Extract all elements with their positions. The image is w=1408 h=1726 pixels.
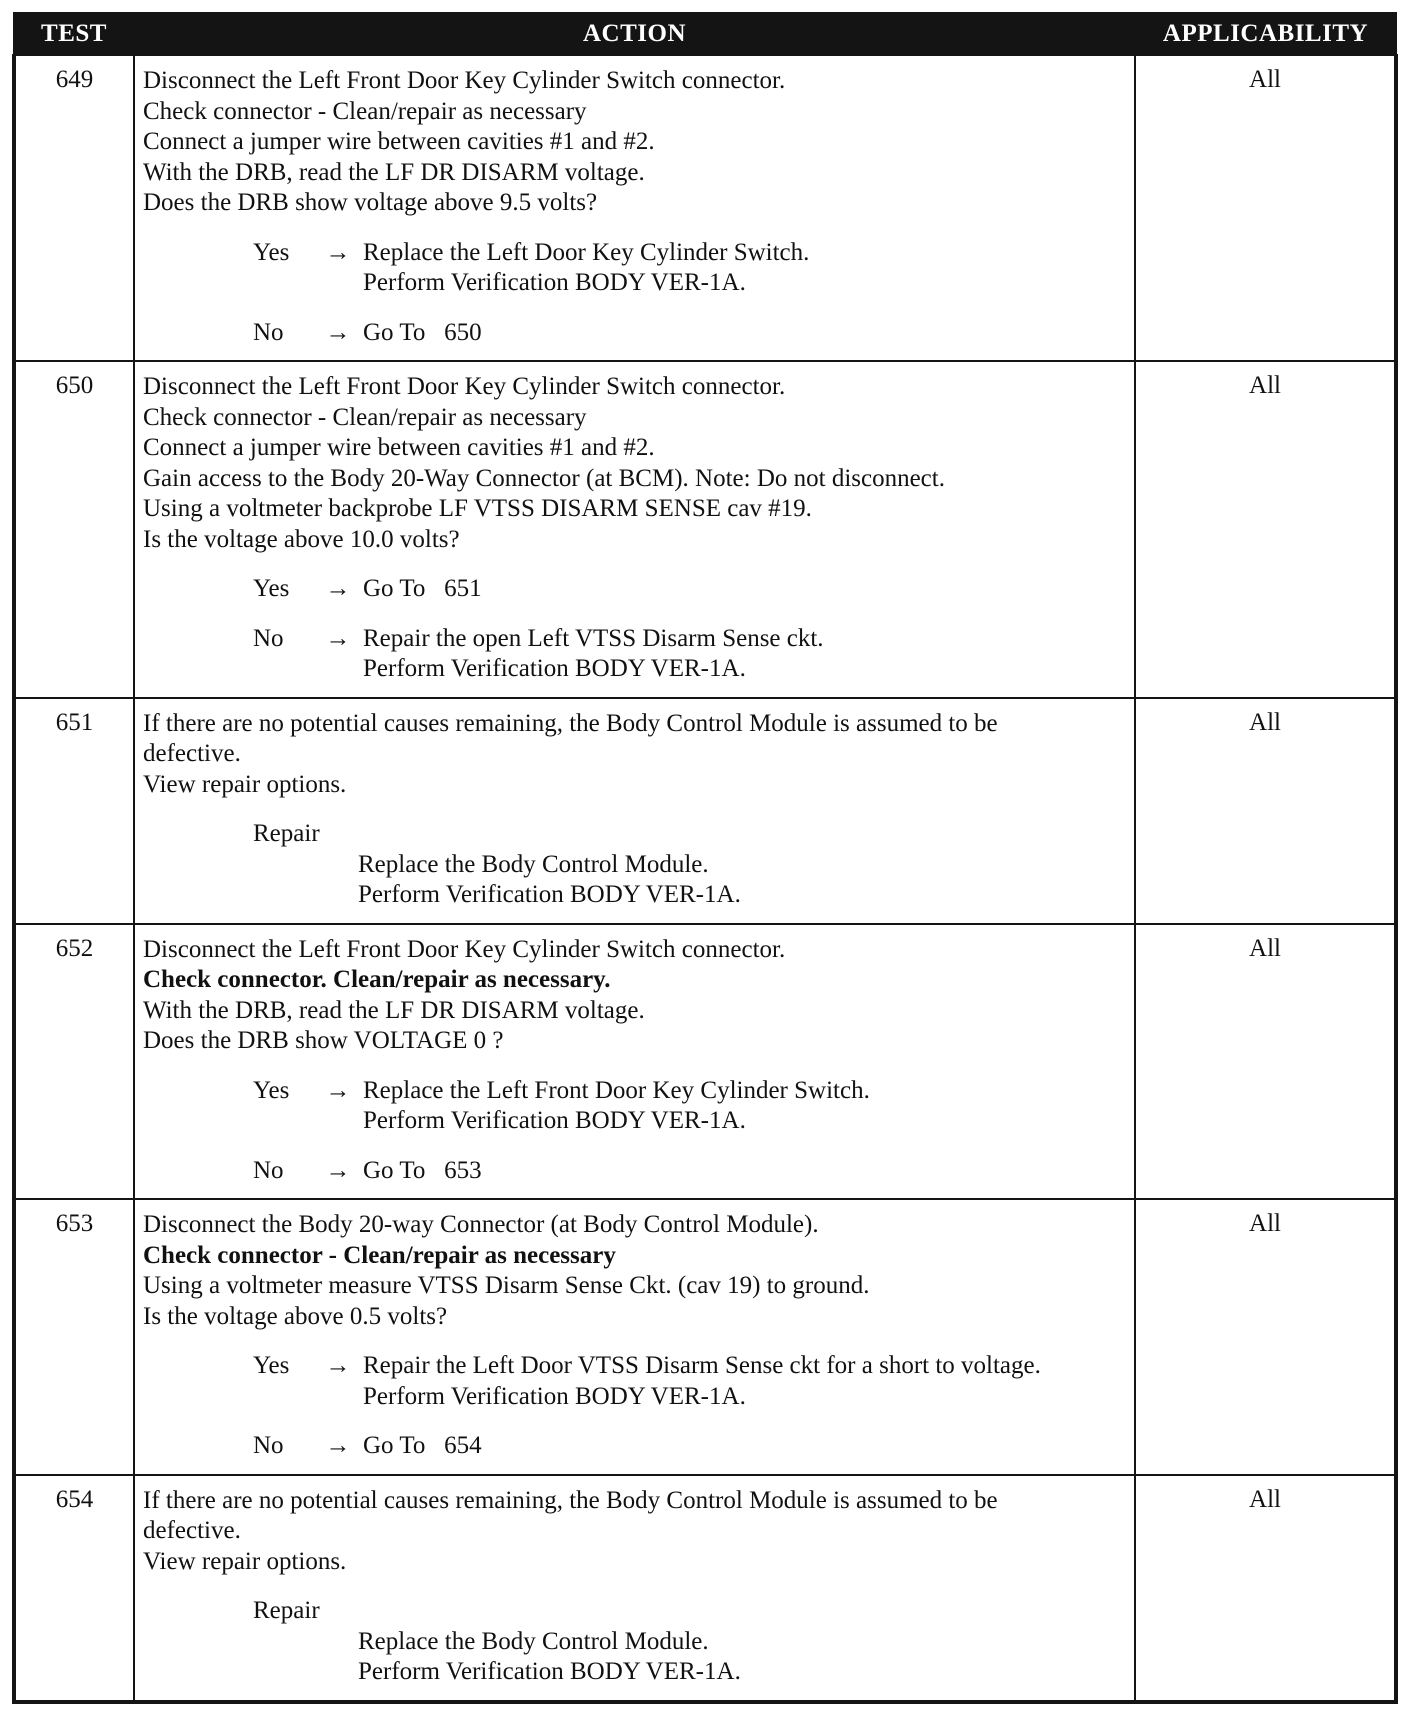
repair-line: Replace the Body Control Module. [358, 850, 709, 878]
response-no [143, 1156, 1126, 1187]
applicability-value: All [1135, 55, 1396, 361]
table-row [14, 1475, 1396, 1702]
action-line: With the DRB, read the LF DR DISARM voltage. [143, 996, 645, 1024]
repair-label: Repair [253, 820, 320, 847]
test-number: 650 [14, 361, 134, 698]
repair-line: Replace the Body Control Module. [358, 1627, 709, 1655]
repair-label: Repair [253, 1597, 320, 1624]
header-action: ACTION [134, 13, 1135, 55]
applicability-value: All [1135, 924, 1396, 1200]
arrow-right-icon: → [325, 575, 351, 602]
response-text [363, 1351, 1126, 1412]
arrow-right-icon: → [325, 238, 351, 266]
response-no [143, 1431, 1126, 1462]
response-yes [143, 1076, 1126, 1137]
table-row [14, 924, 1396, 1200]
response-line: Perform Verification BODY VER-1A. [363, 269, 746, 296]
response-label: Yes [253, 575, 290, 602]
action-line: With the DRB, read the LF DR DISARM voltage. [143, 158, 645, 186]
response-line: Go To 650 [363, 318, 482, 346]
test-number: 654 [14, 1475, 134, 1702]
header-applicability: APPLICABILITY [1135, 13, 1396, 55]
test-number: 652 [14, 924, 134, 1200]
response-line: Go To 651 [363, 575, 482, 602]
repair-line: Perform Verification BODY VER-1A. [358, 881, 741, 908]
response-no [143, 318, 1126, 349]
response-label: No [253, 318, 284, 346]
test-number: 649 [14, 55, 134, 361]
action-line: Does the DRB show VOLTAGE 0 ? [143, 1027, 504, 1054]
response-text [363, 1431, 1126, 1462]
action-line: Disconnect the Body 20-way Connector (at Body Control Module). [143, 1211, 819, 1238]
arrow-right-icon: → [325, 1432, 351, 1459]
arrow-right-icon: → [325, 1076, 351, 1104]
response-line: Perform Verification BODY VER-1A. [363, 655, 746, 682]
action-cell [134, 55, 1135, 361]
response-yes [143, 238, 1126, 299]
action-cell [134, 924, 1135, 1200]
response-label: No [253, 1156, 284, 1184]
action-line: Connect a jumper wire between cavities #1 and #2. [143, 128, 655, 155]
response-line: Perform Verification BODY VER-1A. [363, 1107, 746, 1134]
response-text [363, 238, 1126, 299]
header-row [14, 13, 1396, 55]
action-line: Disconnect the Left Front Door Key Cylinder Switch connector. [143, 67, 786, 94]
response-yes [143, 1351, 1126, 1412]
applicability-value: All [1135, 1199, 1396, 1475]
response-line: Replace the Left Door Key Cylinder Switch. [363, 238, 810, 266]
action-line: View repair options. [143, 1547, 347, 1575]
action-line: Check connector - Clean/repair as necessary [143, 97, 587, 125]
applicability-value: All [1135, 1475, 1396, 1702]
action-line: Check connector - Clean/repair as necessary [143, 403, 587, 431]
response-line: Repair the open Left VTSS Disarm Sense ckt. [363, 624, 824, 652]
response-label: Yes [253, 1352, 290, 1379]
table-row [14, 361, 1396, 698]
action-cell [134, 1475, 1135, 1702]
response-label: Yes [253, 1076, 290, 1104]
response-yes [143, 574, 1126, 605]
arrow-right-icon: → [325, 624, 351, 652]
response-label: Yes [253, 238, 290, 266]
action-line: Connect a jumper wire between cavities #1 and #2. [143, 434, 655, 461]
arrow-right-icon: → [325, 318, 351, 346]
action-line: Check connector - Clean/repair as necessary [143, 1241, 616, 1269]
action-line: Disconnect the Left Front Door Key Cylinder Switch connector. [143, 935, 786, 963]
action-line: defective. [143, 1517, 241, 1544]
repair-line: Perform Verification BODY VER-1A. [358, 1658, 741, 1685]
response-line: Go To 654 [363, 1432, 482, 1459]
action-line: Check connector. Clean/repair as necessary. [143, 966, 611, 993]
action-line: Gain access to the Body 20-Way Connector (at BCM). Note: Do not disconnect. [143, 464, 945, 492]
response-line: Perform Verification BODY VER-1A. [363, 1382, 746, 1410]
action-line: View repair options. [143, 770, 347, 798]
action-cell [134, 1199, 1135, 1475]
table-row [14, 1199, 1396, 1475]
response-line: Go To 653 [363, 1156, 482, 1184]
response-text [363, 624, 1126, 685]
action-line: Is the voltage above 0.5 volts? [143, 1302, 448, 1330]
response-label: No [253, 1432, 284, 1459]
applicability-value: All [1135, 698, 1396, 924]
test-number: 653 [14, 1199, 134, 1475]
action-line: Using a voltmeter measure VTSS Disarm Sense Ckt. (cav 19) to ground. [143, 1272, 870, 1299]
action-line: Is the voltage above 10.0 volts? [143, 525, 460, 553]
action-line: defective. [143, 740, 241, 767]
response-label: No [253, 624, 284, 652]
header-test: TEST [14, 13, 134, 55]
response-line: Replace the Left Front Door Key Cylinder Switch. [363, 1076, 870, 1104]
table-row [14, 698, 1396, 924]
action-line: Using a voltmeter backprobe LF VTSS DISARM SENSE cav #19. [143, 495, 812, 522]
action-line: If there are no potential causes remaining, the Body Control Module is assumed to be [143, 709, 998, 737]
arrow-right-icon: → [325, 1352, 351, 1379]
response-text [363, 1156, 1126, 1187]
test-procedure-table [12, 12, 1398, 1704]
arrow-right-icon: → [325, 1156, 351, 1184]
response-text [363, 1076, 1126, 1137]
action-line: If there are no potential causes remaining, the Body Control Module is assumed to be [143, 1486, 998, 1514]
response-text [363, 318, 1126, 349]
test-number: 651 [14, 698, 134, 924]
response-line: Repair the Left Door VTSS Disarm Sense ckt for a short to voltage. [363, 1352, 1041, 1379]
action-cell [134, 698, 1135, 924]
action-cell [134, 361, 1135, 698]
response-text [363, 574, 1126, 605]
action-line: Disconnect the Left Front Door Key Cylinder Switch connector. [143, 373, 786, 400]
table-row [14, 55, 1396, 361]
applicability-value: All [1135, 361, 1396, 698]
response-no [143, 624, 1126, 685]
action-line: Does the DRB show voltage above 9.5 volts? [143, 189, 598, 216]
table-body [14, 55, 1396, 1702]
